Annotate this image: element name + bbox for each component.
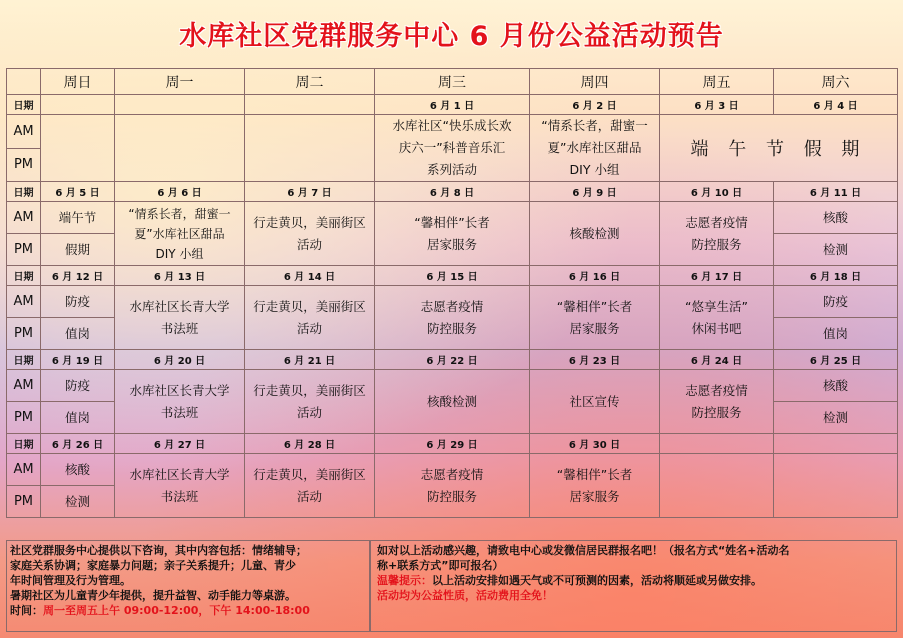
activity-cell-empty	[41, 115, 115, 182]
am-label: AM	[7, 370, 41, 402]
date-cell: 6 月 22 日	[375, 350, 530, 370]
date-cell: 6 月 21 日	[245, 350, 375, 370]
activity-line: 志愿者疫情	[420, 466, 484, 482]
date-label: 日期	[7, 182, 41, 202]
date-cell	[115, 95, 245, 115]
date-cell: 6 月 9 日	[530, 182, 660, 202]
activity-cell-empty	[115, 115, 245, 182]
consultation-line: 社区党群服务中心提供以下咨询，其中内容包括：情绪辅导；	[10, 544, 307, 557]
activity-cell	[530, 286, 660, 350]
activity-line: 水库社区“快乐成长欢	[392, 118, 512, 133]
date-cell: 6 月 23 日	[530, 350, 660, 370]
date-cell: 6 月 24 日	[660, 350, 774, 370]
header-thu: 周四	[530, 69, 660, 95]
pm-label: PM	[7, 486, 41, 518]
activity-line: 防控服务	[426, 488, 477, 504]
activity-cell: 检测	[774, 402, 898, 434]
am-label: AM	[7, 454, 41, 486]
activity-line: “馨相伴”长者	[556, 466, 633, 482]
activity-line: 庆六一”科普音乐汇	[398, 140, 506, 155]
week3-am-row	[7, 286, 898, 318]
activity-cell	[530, 454, 660, 518]
date-cell: 6 月 15 日	[375, 266, 530, 286]
activity-cell: 防疫	[41, 286, 115, 318]
activity-line: 防控服务	[691, 236, 742, 252]
consultation-line: 暑期社区为儿童青少年提供，提升益智、动手能力等桌游。	[10, 589, 296, 602]
pm-label: PM	[7, 402, 41, 434]
pm-label: PM	[7, 318, 41, 350]
activity-cell: 值岗	[41, 402, 115, 434]
activity-cell-empty	[245, 115, 375, 182]
activity-cell: 核酸检测	[530, 202, 660, 266]
opening-hours	[10, 603, 366, 618]
week4-am-row	[7, 370, 898, 402]
date-cell: 6 月 5 日	[41, 182, 115, 202]
date-cell: 6 月 6 日	[115, 182, 245, 202]
pm-label: PM	[7, 148, 41, 182]
activity-cell	[660, 286, 774, 350]
activity-cell: 防疫	[41, 370, 115, 402]
activity-cell	[245, 202, 375, 266]
date-cell: 6 月 30 日	[530, 434, 660, 454]
activity-line: 夏”水库社区甜品	[547, 140, 642, 155]
header-fri: 周五	[660, 69, 774, 95]
pm-label: PM	[7, 234, 41, 266]
activity-cell	[245, 454, 375, 518]
activity-cell	[660, 370, 774, 434]
activity-cell-empty	[660, 454, 774, 518]
date-cell	[41, 95, 115, 115]
activity-cell	[530, 115, 660, 182]
date-cell: 6 月 29 日	[375, 434, 530, 454]
date-cell: 6 月 7 日	[245, 182, 375, 202]
activity-cell: 值岗	[41, 318, 115, 350]
free-note: 活动均为公益性质，活动费用全免！	[377, 589, 553, 602]
activity-line: DIY 小组	[155, 246, 204, 261]
activity-line: 行走黄贝，美丽街区	[253, 298, 366, 314]
date-cell	[245, 95, 375, 115]
header-tue: 周二	[245, 69, 375, 95]
page-title: 水库社区党群服务中心 6 月份公益活动预告	[179, 21, 724, 52]
week4-date-row	[7, 350, 898, 370]
schedule-table	[6, 68, 898, 518]
date-label: 日期	[7, 350, 41, 370]
activity-cell	[115, 370, 245, 434]
activity-line: 防控服务	[426, 320, 477, 336]
date-cell: 6 月 10 日	[660, 182, 774, 202]
activity-line: “悠享生活”	[685, 298, 748, 314]
am-label: AM	[7, 286, 41, 318]
header-sun: 周日	[41, 69, 115, 95]
activity-line: 行走黄贝，美丽街区	[253, 214, 366, 230]
activity-cell	[115, 454, 245, 518]
opening-hours-label: 时间：	[10, 604, 43, 617]
activity-cell: 核酸检测	[375, 370, 530, 434]
activity-line: DIY 小组	[569, 162, 620, 177]
activity-cell	[245, 286, 375, 350]
activity-cell: 核酸	[774, 370, 898, 402]
consultation-line: 家庭关系协调；家庭暴力问题；亲子关系提升；儿童、青少	[10, 559, 296, 572]
date-cell: 6 月 27 日	[115, 434, 245, 454]
activity-cell	[375, 454, 530, 518]
date-cell	[774, 434, 898, 454]
activity-cell: 端午节	[41, 202, 115, 234]
activity-line: 活动	[296, 320, 322, 336]
activity-line: 行走黄贝，美丽街区	[253, 466, 366, 482]
date-cell: 6 月 13 日	[115, 266, 245, 286]
activity-line: 志愿者疫情	[685, 382, 748, 398]
activity-line: 水库社区长青大学	[129, 298, 230, 314]
consultation-note	[6, 540, 370, 632]
activity-line: 防控服务	[691, 404, 742, 420]
date-cell: 6 月 25 日	[774, 350, 898, 370]
date-cell: 6 月 28 日	[245, 434, 375, 454]
activity-line: 行走黄贝，美丽街区	[253, 382, 366, 398]
activity-cell	[375, 202, 530, 266]
activity-cell: 防疫	[774, 286, 898, 318]
activity-line: “馨相伴”长者	[556, 298, 633, 314]
activity-cell: 核酸	[41, 454, 115, 486]
week2-am-row	[7, 202, 898, 234]
activity-cell: 假期	[41, 234, 115, 266]
date-cell: 6 月 4 日	[774, 95, 898, 115]
activity-cell: 值岗	[774, 318, 898, 350]
activity-line: 系列活动	[426, 162, 477, 177]
activity-line: 活动	[296, 236, 322, 252]
activity-line: 水库社区长青大学	[129, 466, 230, 482]
date-cell: 6 月 11 日	[774, 182, 898, 202]
tip-line	[377, 573, 890, 588]
activity-cell	[375, 115, 530, 182]
date-cell: 6 月 20 日	[115, 350, 245, 370]
holiday-banner: 端 午 节 假 期	[660, 115, 898, 182]
activity-line: 活动	[296, 404, 322, 420]
date-cell	[660, 434, 774, 454]
date-cell: 6 月 19 日	[41, 350, 115, 370]
activity-cell	[660, 202, 774, 266]
date-cell: 6 月 18 日	[774, 266, 898, 286]
date-cell: 6 月 1 日	[375, 95, 530, 115]
activity-line: 居家服务	[569, 488, 620, 504]
date-label: 日期	[7, 434, 41, 454]
week1-am-row	[7, 115, 898, 149]
header-mon: 周一	[115, 69, 245, 95]
week1-date-row	[7, 95, 898, 115]
date-cell: 6 月 26 日	[41, 434, 115, 454]
activity-line: 夏”水库社区甜品	[134, 226, 225, 241]
date-label: 日期	[7, 266, 41, 286]
activity-line: 书法班	[160, 488, 199, 504]
activity-cell-empty	[774, 454, 898, 518]
activity-cell	[375, 286, 530, 350]
week3-date-row	[7, 266, 898, 286]
activity-line: “情系长者，甜蜜一	[128, 206, 231, 221]
activity-cell: 核酸	[774, 202, 898, 234]
activity-line: 居家服务	[426, 236, 477, 252]
activity-line: 休闲书吧	[691, 320, 742, 336]
activity-line: 居家服务	[569, 320, 620, 336]
date-cell: 6 月 8 日	[375, 182, 530, 202]
header-sat: 周六	[774, 69, 898, 95]
am-label: AM	[7, 202, 41, 234]
consultation-line: 年时间管理及行为管理。	[10, 574, 131, 587]
activity-cell	[115, 202, 245, 266]
activity-line: 水库社区长青大学	[129, 382, 230, 398]
signup-line: 称+联系方式”即可报名）	[377, 559, 504, 572]
activity-line: 书法班	[160, 404, 199, 420]
opening-hours-value: 周一至周五上午 09:00-12:00，下午 14:00-18:00	[43, 604, 310, 617]
activity-cell: 检测	[774, 234, 898, 266]
activity-line: “情系长者，甜蜜一	[541, 118, 648, 133]
week5-date-row	[7, 434, 898, 454]
date-cell: 6 月 2 日	[530, 95, 660, 115]
activity-cell	[115, 286, 245, 350]
date-cell: 6 月 14 日	[245, 266, 375, 286]
signup-line: 如对以上活动感兴趣，请致电中心或发微信居民群报名吧！（报名方式“姓名+活动名	[377, 544, 790, 557]
week2-date-row	[7, 182, 898, 202]
activity-line: 志愿者疫情	[685, 214, 748, 230]
activity-cell	[245, 370, 375, 434]
date-cell: 6 月 16 日	[530, 266, 660, 286]
activity-line: 活动	[296, 488, 322, 504]
activity-cell: 社区宣传	[530, 370, 660, 434]
date-cell: 6 月 12 日	[41, 266, 115, 286]
tip-label: 温馨提示：	[377, 574, 432, 587]
header-wed: 周三	[375, 69, 530, 95]
signup-note	[370, 540, 897, 632]
activity-line: 志愿者疫情	[420, 298, 484, 314]
date-cell: 6 月 3 日	[660, 95, 774, 115]
am-label: AM	[7, 115, 41, 149]
date-label: 日期	[7, 95, 41, 115]
activity-line: “馨相伴”长者	[414, 214, 490, 230]
activity-line: 书法班	[160, 320, 199, 336]
header-row	[7, 69, 898, 95]
tip-text: 以上活动安排如遇天气或不可预测的因素，活动将顺延或另做安排。	[432, 574, 762, 587]
week5-am-row	[7, 454, 898, 486]
corner-cell	[7, 69, 41, 95]
activity-cell: 检测	[41, 486, 115, 518]
date-cell: 6 月 17 日	[660, 266, 774, 286]
